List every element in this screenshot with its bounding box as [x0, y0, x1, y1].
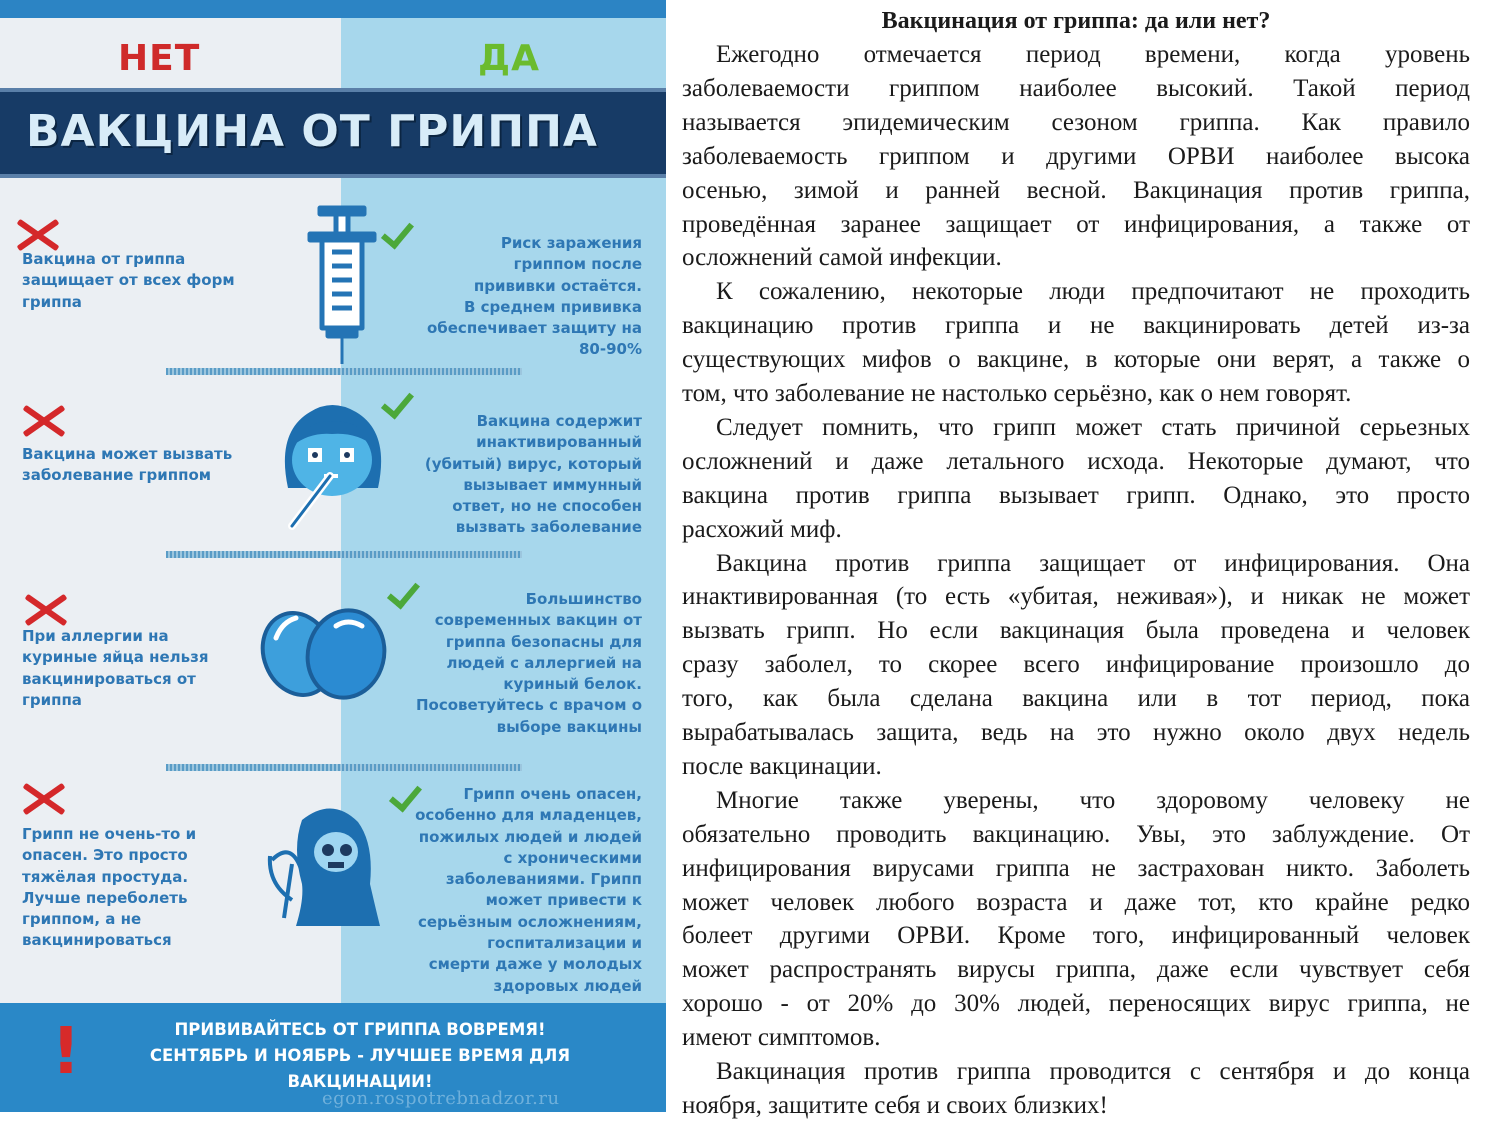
article-line: вакцинацию против гриппа и не вакцинировать детей из-за — [682, 312, 1470, 340]
cross-icon — [22, 404, 66, 438]
article-line: расхожий миф. — [682, 515, 842, 543]
fact-text: Риск заражения гриппом после прививки остаётся. В среднем прививка обеспечивает защиту на 80-90% — [426, 234, 642, 359]
article-paragraph — [682, 1055, 1470, 1123]
flu-vaccine-infographic — [0, 0, 666, 1112]
row-separator — [166, 764, 522, 771]
article-title: Вакцинация от гриппа: да или нет? — [881, 8, 1271, 34]
article — [682, 0, 1470, 1119]
cross-icon — [24, 593, 68, 627]
article-line: вызвать грипп. Но если вакцинация была проведена и человек — [682, 617, 1470, 645]
article-line: называется эпидемическим сезоном гриппа. Как правило — [682, 108, 1470, 136]
header-yes: ДА — [478, 38, 540, 79]
article-paragraph — [682, 38, 1470, 275]
article-line: Следует помнить, что грипп может стать причиной серьезных — [716, 413, 1470, 441]
fact-text: Вакцина содержит инактивированный (убитый) вирус, который вызывает иммунный ответ, но не способен вызвать заболевание — [424, 412, 642, 537]
eggs-icon — [258, 604, 392, 700]
source-watermark: egon.rospotrebnadzor.ru — [322, 1088, 560, 1109]
article-line: сразу заболел, то скорее всего инфицирование произошло до — [682, 651, 1470, 679]
article-line: инактивированная (то есть «убитая, неживая»), и никак не может — [682, 583, 1470, 611]
poster-title: ВАКЦИНА ОТ ГРИППА — [26, 106, 598, 157]
fact-text: Грипп очень опасен, особенно для младенцев, пожилых людей и людей с хроническими заболеваниями. Грипп может привести к серьёзным осложнениям, госпитализации и смерти даже у молодых здоровых людей — [415, 785, 642, 995]
article-line: инфицирования вирусами гриппа не застрахован никто. Заболеть — [682, 854, 1470, 882]
myth-text: Вакцина может вызвать заболевание гриппом — [22, 445, 233, 485]
article-line: имеют симптомов. — [682, 1024, 881, 1052]
article-line: К сожалению, некоторые люди предпочитают не проходить — [716, 278, 1470, 306]
article-line: вакцина против гриппа вызывает грипп. Однако, это просто — [682, 481, 1470, 509]
article-line: том, что заболевание не настолько серьёзно, как о нем говорят. — [682, 380, 1352, 408]
article-line: Многие также уверены, что здоровому человеку не — [716, 786, 1470, 814]
grim-reaper-icon — [262, 800, 386, 932]
article-line: хорошо - от 20% до 30% людей, переносящих вирус гриппа, не — [682, 990, 1470, 1018]
article-line: ноября, защитите себя и своих близких! — [682, 1091, 1108, 1119]
myth-text: При аллергии на куриные яйца нельзя вакцинироваться от гриппа — [22, 627, 209, 709]
row-separator — [166, 368, 522, 375]
article-line: обязательно проводить вакцинацию. Увы, это заблуждение. От — [682, 820, 1470, 848]
check-icon — [384, 578, 418, 602]
article-line: может распространять вирусы гриппа, даже если чувствует себя — [682, 956, 1470, 984]
article-line: того, как была сделана вакцина или в тот период, пока — [682, 685, 1470, 713]
article-line: осенью, зимой и ранней весной. Вакцинация против гриппа, — [682, 176, 1470, 204]
article-paragraph — [682, 784, 1470, 1055]
article-line: после вакцинации. — [682, 752, 882, 780]
fact-text: Большинство современных вакцин от гриппа безопасны для людей с аллергией на куриный белок. Посоветуйтесь с врачом о выборе вакцины — [415, 590, 642, 736]
article-line: заболеваемости гриппом наиболее высокий. Такой период — [682, 74, 1470, 102]
article-line: заболеваемость гриппом и другими ОРВИ наиболее высока — [682, 142, 1470, 170]
exclamation-icon: ! — [51, 1015, 81, 1089]
article-line: проведённая заранее защищает от инфицирования, а также от — [682, 210, 1470, 238]
top-band — [0, 0, 666, 18]
article-line: может человек любого возраста и даже тот, кто крайне редко — [682, 888, 1470, 916]
header-no: НЕТ — [118, 38, 201, 79]
cross-icon — [16, 218, 60, 252]
myth-text: Грипп не очень-то и опасен. Это просто тяжёлая простуда. Лучше переболеть гриппом, а не вакцинироваться — [22, 825, 197, 950]
row-separator — [166, 551, 522, 558]
myth-text: Вакцина от гриппа защищает от всех форм гриппа — [22, 250, 235, 311]
article-paragraph — [682, 275, 1470, 411]
poster-footer — [0, 1003, 666, 1112]
syringe-icon — [300, 200, 384, 368]
article-paragraph — [682, 411, 1470, 547]
article-line: осложнений и даже летального исхода. Некоторые думают, что — [682, 447, 1470, 475]
article-paragraph — [682, 547, 1470, 784]
footer-text: ПРИВИВАЙТЕСЬ ОТ ГРИППА ВОВРЕМЯ! СЕНТЯБРЬ И НОЯБРЬ - ЛУЧШЕЕ ВРЕМЯ ДЛЯ ВАКЦИНАЦИИ! — [149, 1020, 571, 1091]
article-line: Вакцина против гриппа защищает от инфицирования. Она — [716, 549, 1470, 577]
sick-child-icon — [270, 392, 396, 532]
poster-title-band — [0, 88, 666, 178]
article-line: осложнений самой инфекции. — [682, 244, 1002, 272]
article-line: Вакцинация против гриппа проводится с сентября и до конца — [716, 1058, 1470, 1085]
article-line: Ежегодно отмечается период времени, когда уровень — [716, 41, 1470, 68]
article-line: болеет другими ОРВИ. Кроме того, инфицированный человек — [682, 922, 1470, 950]
cross-icon — [22, 782, 66, 816]
article-line: вырабатывалась защита, ведь на это нужно около двух недель — [682, 719, 1470, 747]
article-line: существующих мифов о вакцине, в которые они верят, а также о — [682, 346, 1470, 374]
